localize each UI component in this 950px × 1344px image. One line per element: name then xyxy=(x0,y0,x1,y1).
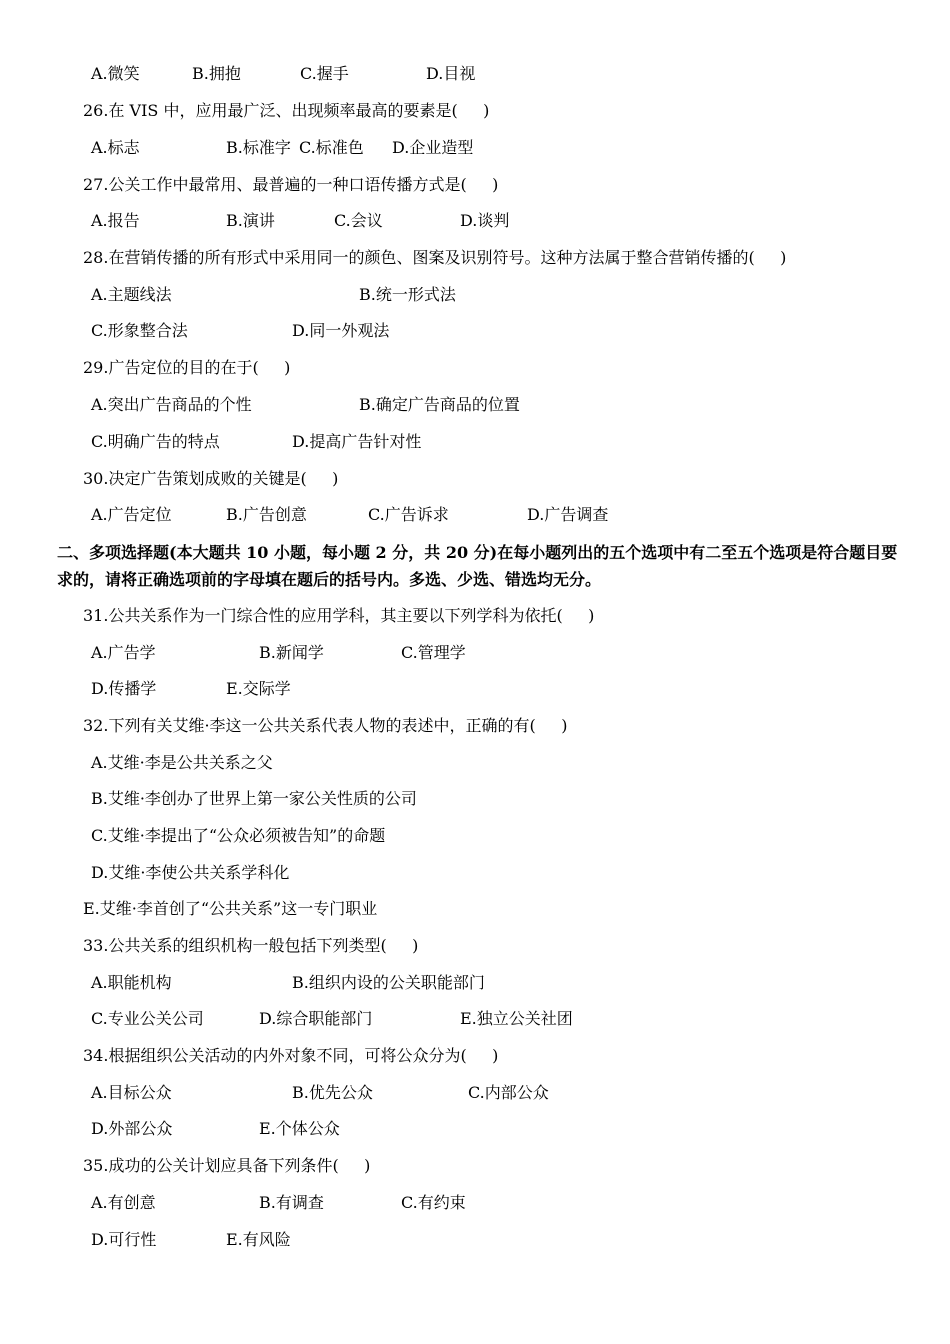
answer-option: E.交际学 xyxy=(226,679,291,698)
answer-option: A.广告定位 xyxy=(91,505,172,524)
answer-option: C.专业公关公司 xyxy=(91,1009,204,1028)
question-text: 27.公关工作中最常用、最普遍的一种口语传播方式是( ) xyxy=(83,175,499,194)
answer-option: D.同一外观法 xyxy=(292,321,390,340)
answer-option: A.广告学 xyxy=(91,643,156,662)
answer-option: E.独立公关社团 xyxy=(460,1009,573,1028)
question-text: 34.根据组织公关活动的内外对象不同，可将公众分为( ) xyxy=(83,1046,499,1065)
answer-option: A.有创意 xyxy=(91,1193,156,1212)
answer-option: C.标准色 xyxy=(299,138,364,157)
answer-option: B.拥抱 xyxy=(192,64,241,83)
question-text: 35.成功的公关计划应具备下列条件( ) xyxy=(83,1156,371,1175)
answer-option: C.管理学 xyxy=(401,643,466,662)
section-heading: 二、多项选择题(本大题共 10 小题，每小题 2 分，共 20 分)在每小题列出的五个选项中有二至五个选项是符合题目要 xyxy=(57,543,898,562)
answer-option: D.综合职能部门 xyxy=(259,1009,373,1028)
answer-option: D.传播学 xyxy=(91,679,157,698)
answer-option: C.有约束 xyxy=(401,1193,466,1212)
answer-option: A.艾维·李是公共关系之父 xyxy=(91,753,273,772)
answer-option: C.内部公众 xyxy=(468,1083,549,1102)
answer-option: D.谈判 xyxy=(460,211,510,230)
answer-option: B.广告创意 xyxy=(226,505,307,524)
question-text: 26.在 VIS 中，应用最广泛、出现频率最高的要素是( ) xyxy=(83,101,490,120)
answer-option: E.个体公众 xyxy=(259,1119,340,1138)
answer-option: D.目视 xyxy=(426,64,476,83)
answer-option: E.有风险 xyxy=(226,1230,291,1249)
answer-option: C.艾维·李提出了“公众必须被告知”的命题 xyxy=(91,826,386,845)
question-text: 33.公共关系的组织机构一般包括下列类型( ) xyxy=(83,936,419,955)
question-text: 29.广告定位的目的在于( ) xyxy=(83,358,291,377)
answer-option: D.广告调查 xyxy=(527,505,609,524)
answer-option: C.明确广告的特点 xyxy=(91,432,220,451)
answer-option: B.新闻学 xyxy=(259,643,324,662)
answer-option: D.外部公众 xyxy=(91,1119,173,1138)
answer-option: D.企业造型 xyxy=(392,138,474,157)
answer-option: B.演讲 xyxy=(226,211,275,230)
answer-option: C.握手 xyxy=(300,64,349,83)
answer-option: A.职能机构 xyxy=(91,973,172,992)
answer-option: E.艾维·李首创了“公共关系”这一专门职业 xyxy=(83,899,378,918)
answer-option: C.会议 xyxy=(334,211,383,230)
answer-option: D.提高广告针对性 xyxy=(292,432,422,451)
section-heading: 求的，请将正确选项前的字母填在题后的括号内。多选、少选、错选均无分。 xyxy=(57,570,602,589)
answer-option: A.主题线法 xyxy=(91,285,172,304)
answer-option: A.标志 xyxy=(91,138,140,157)
question-text: 30.决定广告策划成败的关键是( ) xyxy=(83,469,339,488)
answer-option: C.广告诉求 xyxy=(368,505,449,524)
answer-option: D.艾维·李使公共关系学科化 xyxy=(91,863,290,882)
answer-option: C.形象整合法 xyxy=(91,321,188,340)
answer-option: B.确定广告商品的位置 xyxy=(359,395,520,414)
answer-option: A.报告 xyxy=(91,211,140,230)
question-text: 28.在营销传播的所有形式中采用同一的颜色、图案及识别符号。这种方法属于整合营销传播的( ) xyxy=(83,248,787,267)
answer-option: B.统一形式法 xyxy=(359,285,456,304)
answer-option: A.微笑 xyxy=(91,64,140,83)
answer-option: D.可行性 xyxy=(91,1230,157,1249)
answer-option: A.突出广告商品的个性 xyxy=(91,395,252,414)
answer-option: B.优先公众 xyxy=(292,1083,373,1102)
answer-option: A.目标公众 xyxy=(91,1083,172,1102)
answer-option: B.有调查 xyxy=(259,1193,324,1212)
answer-option: B.标准字 xyxy=(226,138,291,157)
question-text: 32.下列有关艾维·李这一公共关系代表人物的表述中，正确的有( ) xyxy=(83,716,568,735)
answer-option: B.艾维·李创办了世界上第一家公关性质的公司 xyxy=(91,789,417,808)
answer-option: B.组织内设的公关职能部门 xyxy=(292,973,485,992)
question-text: 31.公共关系作为一门综合性的应用学科，其主要以下列学科为依托( ) xyxy=(83,606,595,625)
